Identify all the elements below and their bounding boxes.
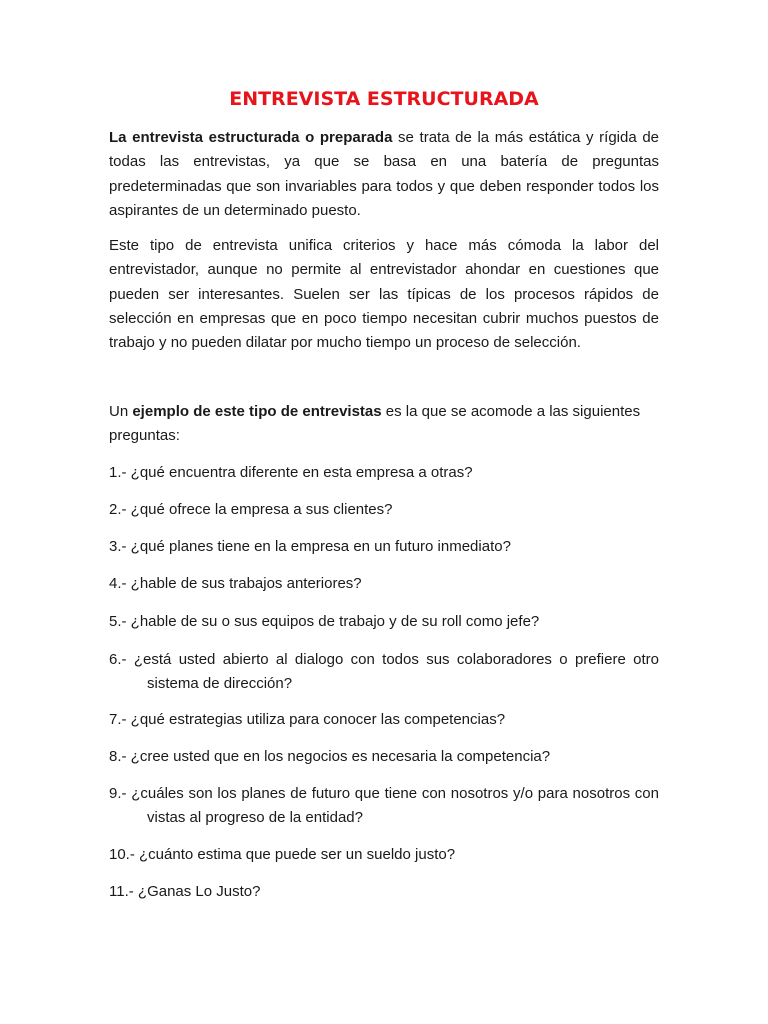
question-item: 6.- ¿está usted abierto al dialogo con todos sus colaboradores o prefiere otro sistema de dirección?: [109, 651, 659, 692]
question-item: 11.- ¿Ganas Lo Justo?: [109, 883, 261, 900]
paragraph-description: Este tipo de entrevista unifica criterios y hace más cómoda la labor del entrevistador, aunque no permite al entrevistador ahondar en cuestiones que pueden ser interesantes. Suelen ser las típicas de los procesos rápidos de selección en empresas que en poco tiempo necesitan cubrir muchos puestos de trabajo y no pueden dilatar por mucho tiempo un proceso de selección.: [109, 237, 659, 352]
document-title: ENTREVISTA ESTRUCTURADA: [229, 88, 539, 110]
example-intro-bold: ejemplo de este tipo de entrevistas: [132, 403, 382, 420]
question-item: 1.- ¿qué encuentra diferente en esta empresa a otras?: [109, 464, 473, 481]
example-intro-post: es la que se acomode a las siguientes preguntas:: [109, 403, 641, 445]
definition-term: La entrevista estructurada o preparada: [109, 129, 393, 146]
paragraph-example-intro: [109, 400, 659, 449]
question-item: 2.- ¿qué ofrece la empresa a sus clientes?: [109, 501, 393, 518]
question-item: 8.- ¿cree usted que en los negocios es necesaria la competencia?: [109, 748, 551, 765]
question-item: 9.- ¿cuáles son los planes de futuro que tiene con nosotros y/o para nosotros con vistas al progreso de la entidad?: [109, 785, 659, 826]
question-item: 4.- ¿hable de sus trabajos anteriores?: [109, 575, 362, 592]
example-intro-pre: Un: [109, 403, 133, 420]
question-item: 3.- ¿qué planes tiene en la empresa en un futuro inmediato?: [109, 538, 511, 555]
question-item: 5.- ¿hable de su o sus equipos de trabajo y de su roll como jefe?: [109, 613, 540, 630]
definition-text: se trata de la más estática y rígida de todas las entrevistas, ya que se basa en una batería de preguntas predeterminadas que son invariables para todos y que deben responder todos los aspirantes de un determinado puesto.: [109, 129, 659, 219]
question-item: 7.- ¿qué estrategias utiliza para conocer las competencias?: [109, 711, 506, 728]
paragraph-definition: [109, 126, 659, 223]
question-item: 10.- ¿cuánto estima que puede ser un sueldo justo?: [109, 846, 456, 863]
